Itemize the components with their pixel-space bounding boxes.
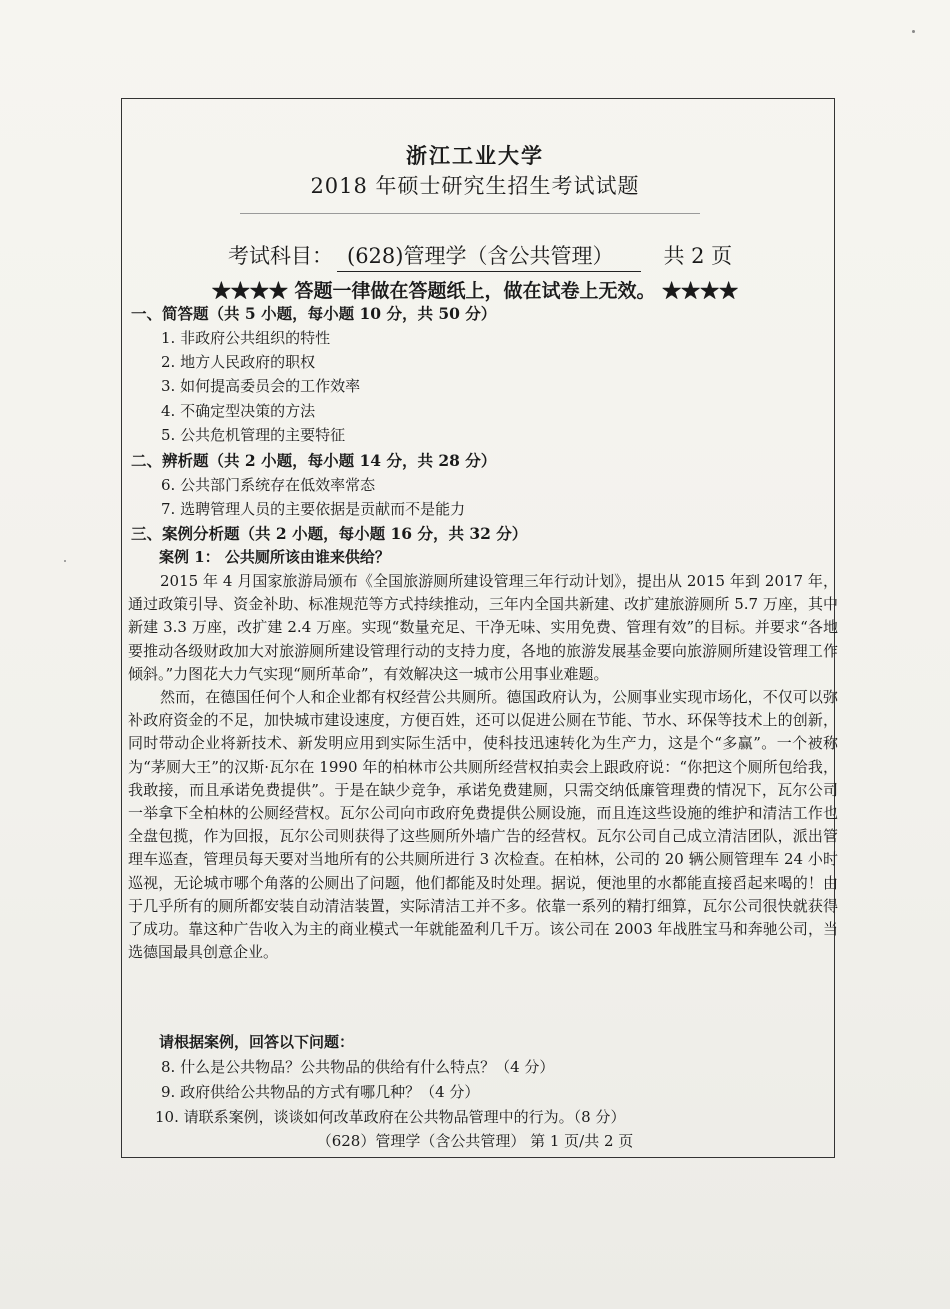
question-item: 5. 公共危机管理的主要特征 — [161, 426, 346, 444]
case-paragraph: 然而，在德国任何个人和企业都有权经营公共厕所。德国政府认为，公厕事业实现市场化，不仅可以弥补政府资金的不足，加快城市建设速度，方便百姓，还可以促进公厕在节能、节水、环保等技术上的创新，同时带动企业将新技术、新发明应用到实际生活中，使科技迅速转化为生产力，这是个“多赢”。一个被称为“茅厕大王”的汉斯·瓦尔在 1990 年的柏林市公共厕所经营权拍卖会上跟政府说：“你把这个厕所包给我，我敢接，而且承诺免费提供”。于是在缺少竞争，承诺免费建厕，只需交纳低廉管理费的情况下，瓦尔公司一举拿下全柏林的公厕经营权。瓦尔公司向市政府免费提供公厕设施，而且连这些设施的维护和清洁工作也全盘包揽，作为回报，瓦尔公司则获得了这些厕所外墙广告的经营权。瓦尔公司自己成立清洁团队，派出管理车巡查，管理员每天要对当地所有的公共厕所进行 3 次检查。在柏林，公司的 20 辆公厕管理车 24 小时巡视，无论城市哪个角落的公厕出了问题，他们都能及时处理。据说，便池里的水都能直接舀起来喝的！由于几乎所有的厕所都安装自动清洁装置，实际清洁工并不多。依靠一系列的精打细算，瓦尔公司很快就获得了成功。靠这种广告收入为主的商业模式一年就能盈利几千万。该公司在 2003 年战胜宝马和奔驰公司，当选德国最具创意企业。 — [128, 688, 838, 962]
section-title-3: 三、案例分析题（共 2 小题，每小题 16 分，共 32 分） — [131, 524, 528, 543]
page-footer: （628）管理学（含公共管理） 第 1 页/共 2 页 — [316, 1132, 634, 1150]
case-title: 案例 1： 公共厕所该由谁来供给？ — [159, 548, 390, 566]
section-title-1: 一、简答题（共 5 小题，每小题 10 分，共 50 分） — [131, 304, 497, 323]
question-item: 10. 请联系案例，谈谈如何改革政府在公共物品管理中的行为。（8 分） — [155, 1108, 626, 1126]
case-body — [128, 570, 838, 964]
questions-intro: 请根据案例，回答以下问题： — [159, 1033, 355, 1051]
university-name: 浙江工业大学 — [406, 143, 544, 168]
pages-total: 共 2 页 — [663, 244, 733, 268]
question-item: 1. 非政府公共组织的特性 — [161, 329, 331, 347]
title-divider — [240, 213, 700, 214]
subject-label: 考试科目： — [228, 244, 333, 268]
case-paragraph: 2015 年 4 月国家旅游局颁布《全国旅游厕所建设管理三年行动计划》，提出从 2015 年到 2017 年，通过政策引导、资金补助、标准规范等方式持续推动，三年内全国共新建、改扩建旅游厕所 5.7 万座，其中新建 3.3 万座，改扩建 2.4 万座。实现“数量充足、干净无味、实用免费、管理有效”的目标。并要求“各地要推动各级财政加大对旅游厕所建设管理行动的支持力度，各地的旅游发展基金要向旅游厕所建设管理工作倾斜。”力图花大力气实现“厕所革命”，有效解决这一城市公用事业难题。 — [128, 572, 838, 683]
answer-sheet-notice: ★★★★ 答题一律做在答题纸上，做在试卷上无效。 ★★★★ — [211, 280, 739, 302]
subject-line — [228, 240, 732, 272]
exam-title: 2018 年硕士研究生招生考试试题 — [310, 174, 640, 198]
scan-speck — [912, 30, 915, 33]
question-item: 7. 选聘管理人员的主要依据是贡献而不是能力 — [161, 500, 466, 518]
section-title-2: 二、辨析题（共 2 小题，每小题 14 分，共 28 分） — [131, 451, 497, 470]
question-item: 8. 什么是公共物品？公共物品的供给有什么特点？（4 分） — [161, 1058, 555, 1076]
question-item: 6. 公共部门系统存在低效率常态 — [161, 476, 376, 494]
scan-speck — [64, 560, 66, 562]
question-item: 3. 如何提高委员会的工作效率 — [161, 377, 361, 395]
question-item: 9. 政府供给公共物品的方式有哪几种？（4 分） — [161, 1083, 480, 1101]
question-item: 4. 不确定型决策的方法 — [161, 402, 316, 420]
question-item: 2. 地方人民政府的职权 — [161, 353, 316, 371]
subject-name: (628)管理学（含公共管理） — [337, 240, 641, 272]
